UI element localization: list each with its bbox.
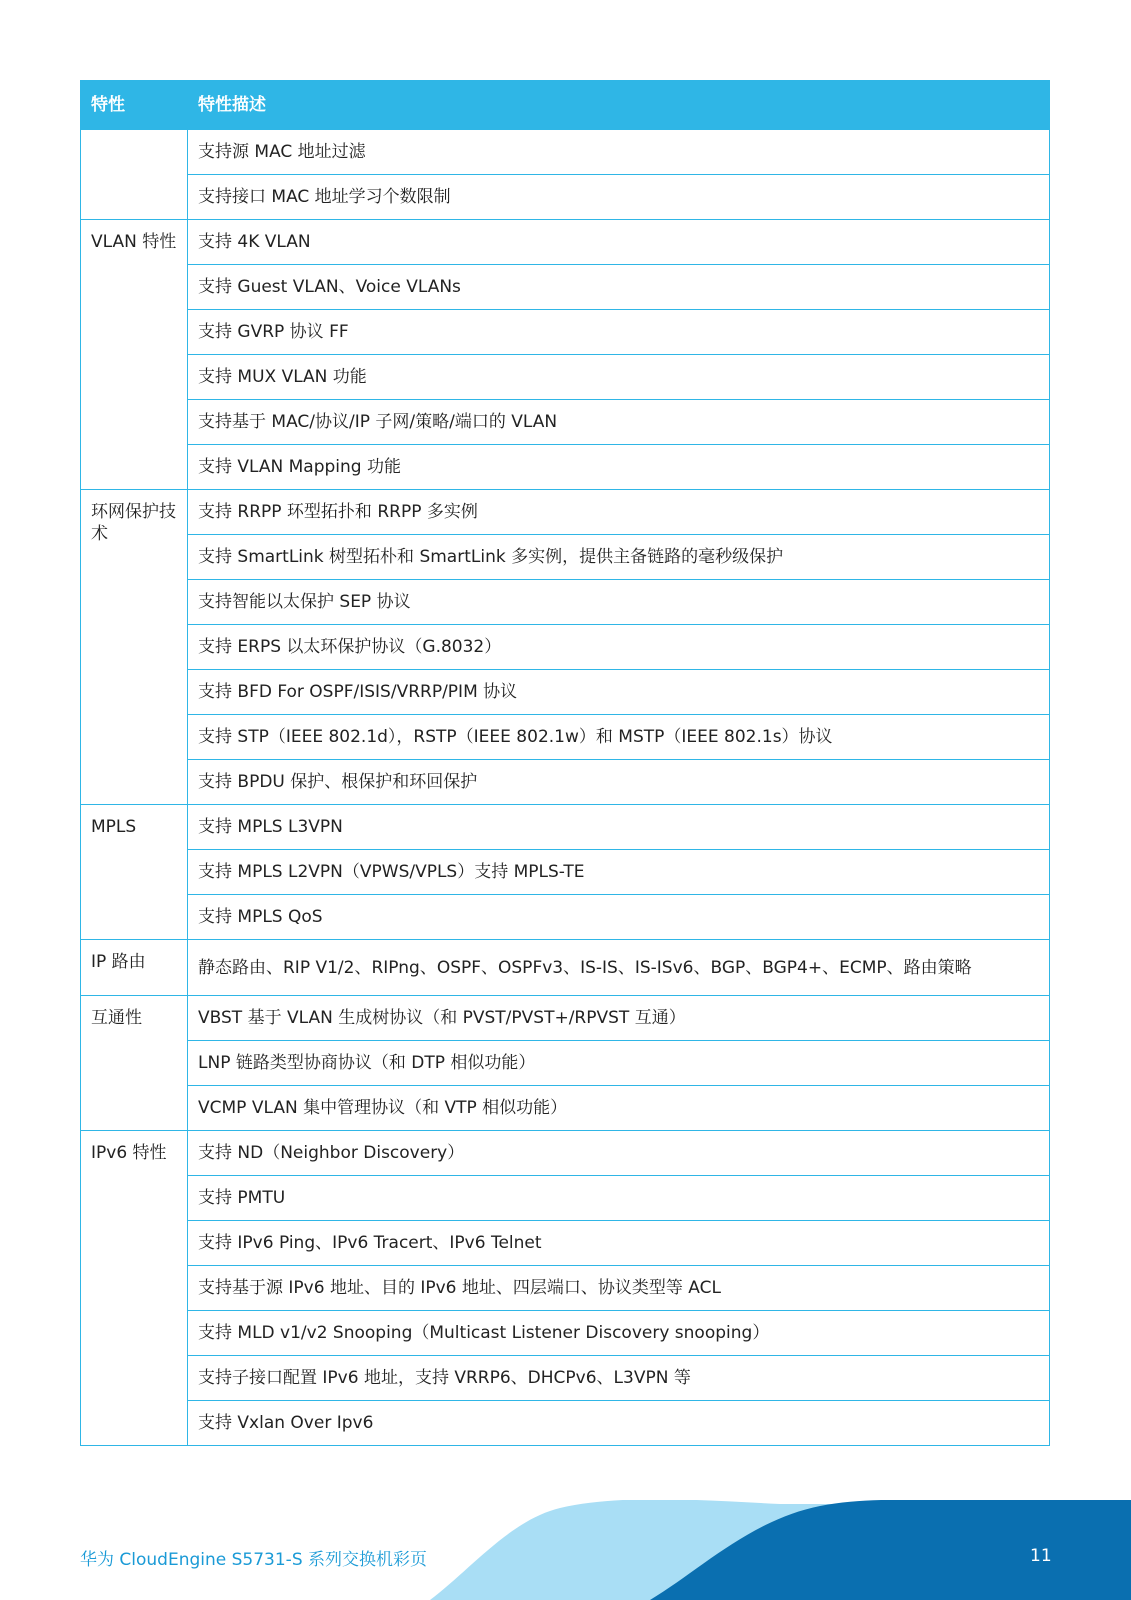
description-cell: 支持 ND（Neighbor Discovery）	[188, 1131, 1050, 1176]
table-row	[81, 1086, 1050, 1131]
description-cell: 支持接口 MAC 地址学习个数限制	[188, 175, 1050, 220]
table-row	[81, 1176, 1050, 1221]
table-row	[81, 1266, 1050, 1311]
description-cell: 支持智能以太保护 SEP 协议	[188, 580, 1050, 625]
footer-title: 华为 CloudEngine S5731-S 系列交换机彩页	[80, 1550, 428, 1570]
description-cell: 支持 MUX VLAN 功能	[188, 355, 1050, 400]
table-row	[81, 1311, 1050, 1356]
description-cell: 支持 MLD v1/v2 Snooping（Multicast Listener Discovery snooping）	[188, 1311, 1050, 1356]
table-row	[81, 1221, 1050, 1266]
table-row	[81, 1401, 1050, 1446]
table-row	[81, 996, 1050, 1041]
feature-cell: 互通性	[81, 996, 188, 1131]
header-feature: 特性	[81, 81, 188, 130]
feature-cell: MPLS	[81, 805, 188, 940]
description-cell: 支持基于源 IPv6 地址、目的 IPv6 地址、四层端口、协议类型等 ACL	[188, 1266, 1050, 1311]
table-row	[81, 220, 1050, 265]
page-number: 11	[1030, 1546, 1052, 1566]
description-cell: 支持 BPDU 保护、根保护和环回保护	[188, 760, 1050, 805]
table-row	[81, 850, 1050, 895]
table-row	[81, 355, 1050, 400]
header-description: 特性描述	[188, 81, 1050, 130]
table-row	[81, 940, 1050, 996]
feature-cell: IP 路由	[81, 940, 188, 996]
description-cell: 支持 ERPS 以太环保护协议（G.8032）	[188, 625, 1050, 670]
feature-cell	[81, 130, 188, 220]
table-row	[81, 805, 1050, 850]
description-cell: 支持 Vxlan Over Ipv6	[188, 1401, 1050, 1446]
table-row	[81, 760, 1050, 805]
description-cell: 支持 BFD For OSPF/ISIS/VRRP/PIM 协议	[188, 670, 1050, 715]
table-row	[81, 175, 1050, 220]
table-row	[81, 445, 1050, 490]
description-cell: 支持 STP（IEEE 802.1d），RSTP（IEEE 802.1w）和 MSTP（IEEE 802.1s）协议	[188, 715, 1050, 760]
description-cell: 支持源 MAC 地址过滤	[188, 130, 1050, 175]
description-cell: VBST 基于 VLAN 生成树协议（和 PVST/PVST+/RPVST 互通）	[188, 996, 1050, 1041]
description-cell: LNP 链路类型协商协议（和 DTP 相似功能）	[188, 1041, 1050, 1086]
table-row	[81, 130, 1050, 175]
feature-cell: 环网保护技术	[81, 490, 188, 805]
feature-cell: IPv6 特性	[81, 1131, 188, 1446]
table-row	[81, 895, 1050, 940]
table-header-row	[81, 81, 1050, 130]
description-cell: 支持 MPLS L3VPN	[188, 805, 1050, 850]
table-row	[81, 1041, 1050, 1086]
table-row	[81, 670, 1050, 715]
feature-cell: VLAN 特性	[81, 220, 188, 490]
description-cell: 支持 SmartLink 树型拓朴和 SmartLink 多实例，提供主备链路的毫秒级保护	[188, 535, 1050, 580]
table-row	[81, 715, 1050, 760]
description-cell: 支持 MPLS L2VPN（VPWS/VPLS）支持 MPLS-TE	[188, 850, 1050, 895]
description-cell: 支持 RRPP 环型拓扑和 RRPP 多实例	[188, 490, 1050, 535]
table-row	[81, 1131, 1050, 1176]
description-cell: 支持 PMTU	[188, 1176, 1050, 1221]
description-cell: 支持 4K VLAN	[188, 220, 1050, 265]
table-row	[81, 400, 1050, 445]
table-row	[81, 265, 1050, 310]
table-row	[81, 625, 1050, 670]
description-cell: VCMP VLAN 集中管理协议（和 VTP 相似功能）	[188, 1086, 1050, 1131]
table-row	[81, 490, 1050, 535]
table-row	[81, 580, 1050, 625]
table-row	[81, 1356, 1050, 1401]
description-cell: 支持 MPLS QoS	[188, 895, 1050, 940]
table-row	[81, 535, 1050, 580]
description-cell: 支持 Guest VLAN、Voice VLANs	[188, 265, 1050, 310]
description-cell: 支持 GVRP 协议 FF	[188, 310, 1050, 355]
description-cell: 支持子接口配置 IPv6 地址，支持 VRRP6、DHCPv6、L3VPN 等	[188, 1356, 1050, 1401]
table-row	[81, 310, 1050, 355]
description-cell: 支持 VLAN Mapping 功能	[188, 445, 1050, 490]
description-cell: 支持基于 MAC/协议/IP 子网/策略/端口的 VLAN	[188, 400, 1050, 445]
description-cell: 支持 IPv6 Ping、IPv6 Tracert、IPv6 Telnet	[188, 1221, 1050, 1266]
feature-table	[80, 80, 1050, 1446]
description-cell: 静态路由、RIP V1/2、RIPng、OSPF、OSPFv3、IS-IS、IS-ISv6、BGP、BGP4+、ECMP、路由策略	[188, 940, 1050, 996]
